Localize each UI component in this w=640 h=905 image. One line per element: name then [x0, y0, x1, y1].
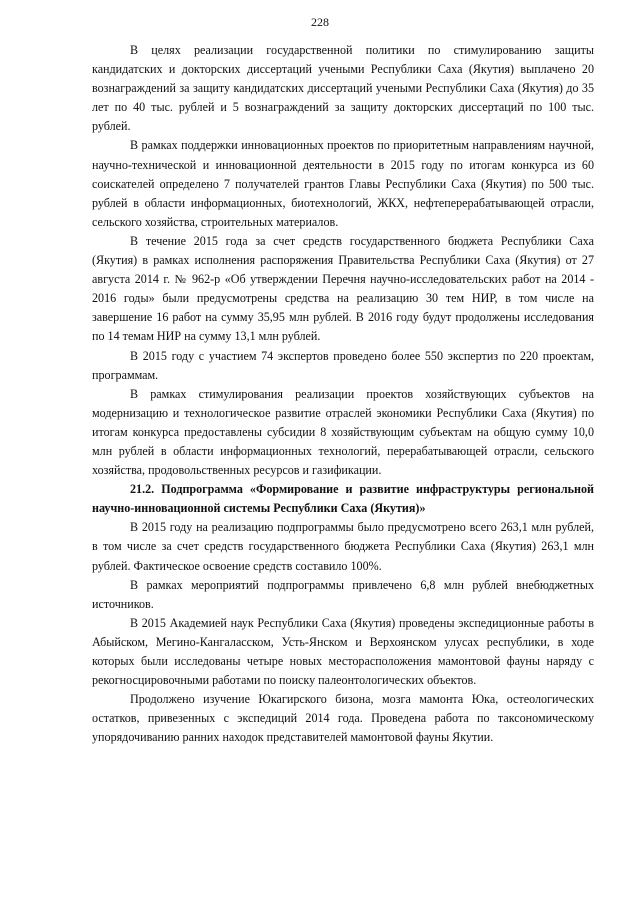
page-number: 228 [311, 15, 329, 29]
paragraph-expert-reviews: В 2015 году с участием 74 экспертов проведено более 550 экспертиз по 220 проектам, программам. [92, 348, 594, 382]
paragraph-bison-study: Продолжено изучение Юкагирского бизона, мозга мамонта Юка, остеологических остатков, привезенных с экспедиций 2014 года. Проведена работа по таксономическому упорядочиванию ранних находок представителей мамонтовой фауны Якутии. [92, 692, 594, 745]
paragraph-research-funding: В течение 2015 года за счет средств государственного бюджета Республики Саха (Якутия) в рамках исполнения распоряжения Правительства Республики Саха (Якутия) от 27 августа 2014 г. № 962-р «Об утверждении Перечня научно-исследовательских работ на 2014 - 2016 годы» были предусмотрены средства на реализацию 30 тем НИР, в том числе на завершение 16 работ на сумму 35,95 млн рублей. В 2016 году будут продолжены исследования по 14 темам НИР на сумму 13,1 млн рублей. [92, 233, 594, 344]
paragraph-business-subsidies: В рамках стимулирования реализации проектов хозяйствующих субъектов на модернизацию и технологическое развитие отраслей экономики Республики Саха (Якутия) по итогам конкурса предоставлены субсидии 8 хозяйствующим субъектам на общую сумму 10,0 млн рублей в области информационных технологий, перерабатывающей отрасли, сельского хозяйства, продовольственных ресурсов и газификации. [92, 386, 594, 478]
paragraph-expeditions: В 2015 Академией наук Республики Саха (Якутия) проведены экспедиционные работы в Абыйском, Мегино-Кангаласском, Усть-Янском и Верхоянском улусах республики, в ходе которых были исследованы четыре новых месторасположения мамонтовой фауны наряду с рекогносцировочными работами по поиску палеонтологических объектов. [92, 615, 594, 688]
section-heading: 21.2. Подпрограмма «Формирование и развитие инфраструктуры региональной научно-инновационной системы Республики Саха (Якутия)» [92, 482, 594, 516]
paragraph-dissertation-awards: В целях реализации государственной политики по стимулированию защиты кандидатских и докторских диссертаций учеными Республики Саха (Якутия) выплачено 20 вознаграждений за защиту кандидатских диссертаций учеными Республики Саха (Якутия) до 35 лет по 40 тыс. рублей и 5 вознаграждений за защиту докторских диссертаций по 100 тыс. рублей. [92, 43, 594, 134]
paragraph-subprogram-funding: В 2015 году на реализацию подпрограммы было предусмотрено всего 263,1 млн рублей, в том числе за счет средств государственного бюджета Республики Саха (Якутия) 263,1 млн рублей. Фактическое освоение средств составило 100%. [92, 520, 594, 573]
paragraph-extrabudgetary: В рамках мероприятий подпрограммы привлечено 6,8 млн рублей внебюджетных источников. [92, 577, 594, 611]
page-body [92, 41, 594, 747]
paragraph-innovation-grants: В рамках поддержки инновационных проектов по приоритетным направлениям научной, научно-технической и инновационной деятельности в 2015 году по итогам конкурса из 60 соискателей определено 7 получателей грантов Главы Республики Саха (Якутия) по 500 тыс. рублей в области информационных, биотехнологий, ЖКХ, нефтеперерабатывающей отрасли, сельского хозяйства, строительных материалов. [92, 138, 594, 229]
